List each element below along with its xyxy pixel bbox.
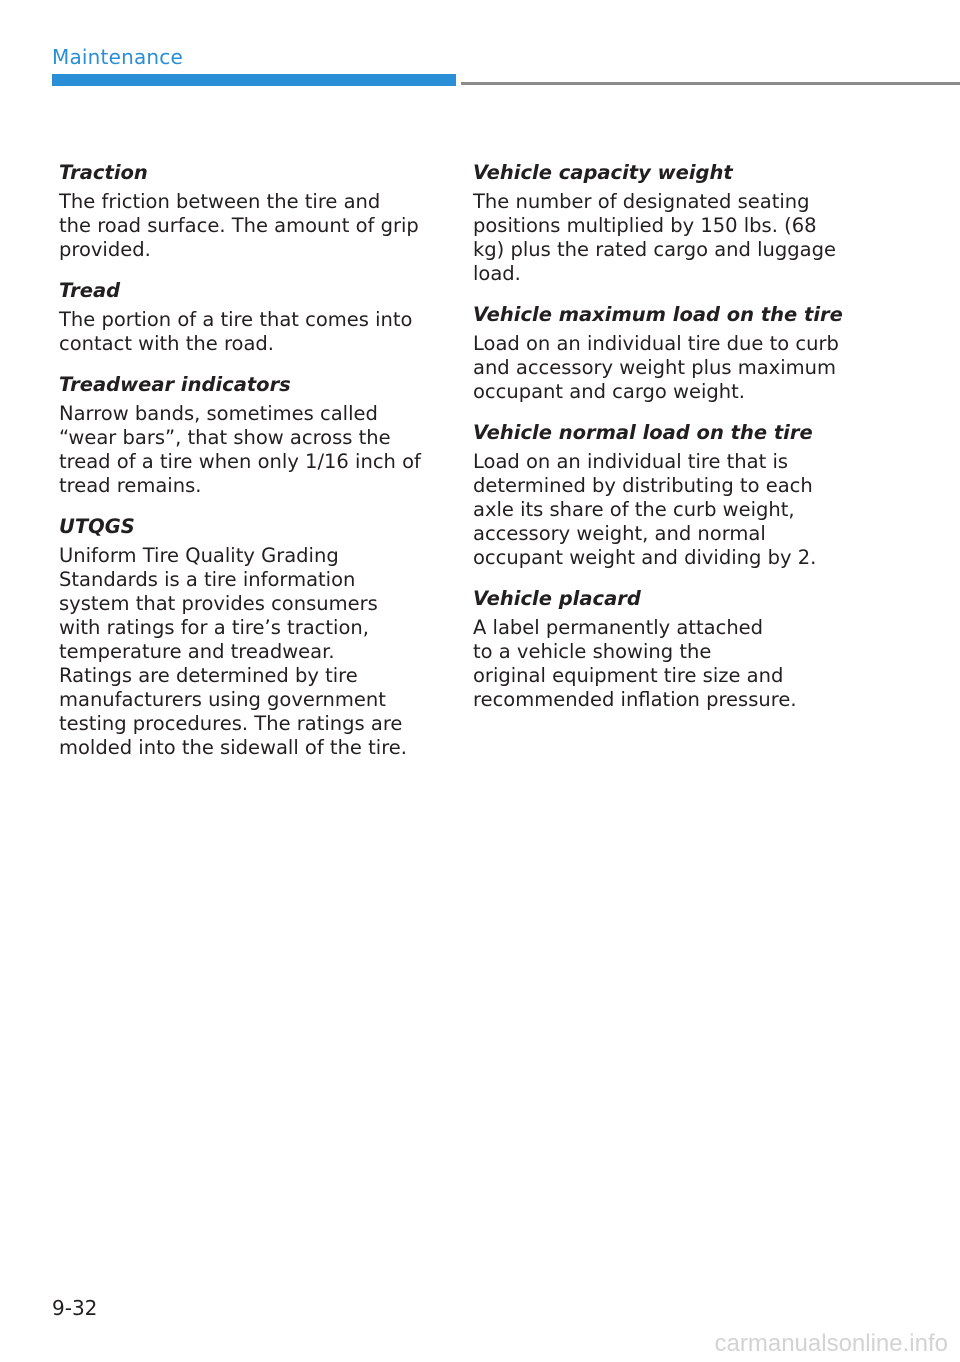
definition-treadwear-indicators: Narrow bands, sometimes called “wear bars”, that show across the tread of a tire when only 1/16 inch of tread remains. [59,402,421,497]
term-vehicle-capacity-weight: Vehicle capacity weight [473,161,733,184]
term-utqgs: UTQGS [59,515,135,538]
header-divider-line [461,82,960,85]
definition-vehicle-normal-load: Load on an individual tire that is determined by distributing to each axle its share of the curb weight, accessory weight, and normal occupant weight and dividing by 2. [473,450,817,569]
term-treadwear-indicators: Treadwear indicators [59,373,291,396]
term-traction: Traction [59,161,148,184]
term-vehicle-maximum-load: Vehicle maximum load on the tire [473,303,843,326]
term-vehicle-placard: Vehicle placard [473,587,641,610]
page-number: 9-32 [52,1296,98,1320]
definition-traction: The friction between the tire and the road surface. The amount of grip provided. [59,190,419,261]
glossary-entry-vehicle-placard [473,586,873,712]
glossary-entry-vehicle-capacity-weight [473,160,873,286]
glossary-entry-tread [59,278,439,356]
glossary-entry-vehicle-normal-load [473,420,873,570]
header-accent-bar [52,74,456,86]
left-column [59,160,439,776]
watermark: carmanualsonline.info [714,1330,948,1357]
right-column [473,160,873,728]
glossary-entry-vehicle-maximum-load [473,302,873,404]
definition-vehicle-maximum-load: Load on an individual tire due to curb and accessory weight plus maximum occupant and cargo weight. [473,332,839,403]
glossary-entry-traction [59,160,439,262]
definition-vehicle-capacity-weight: The number of designated seating positions multiplied by 150 lbs. (68 kg) plus the rated cargo and luggage load. [473,190,836,285]
section-title: Maintenance [52,45,183,69]
definition-vehicle-placard: A label permanently attached to a vehicle showing the original equipment tire size and recommended inflation pressure. [473,616,797,711]
glossary-entry-treadwear-indicators [59,372,439,498]
term-tread: Tread [59,279,121,302]
definition-utqgs: Uniform Tire Quality Grading Standards is a tire information system that provides consumers with ratings for a tire’s traction, temperature and treadwear. Ratings are determined by tire manufacturers using government testing procedures. The ratings are molded into the sidewall of the tire. [59,544,407,759]
term-vehicle-normal-load: Vehicle normal load on the tire [473,421,813,444]
definition-tread: The portion of a tire that comes into contact with the road. [59,308,413,355]
glossary-entry-utqgs [59,514,439,760]
